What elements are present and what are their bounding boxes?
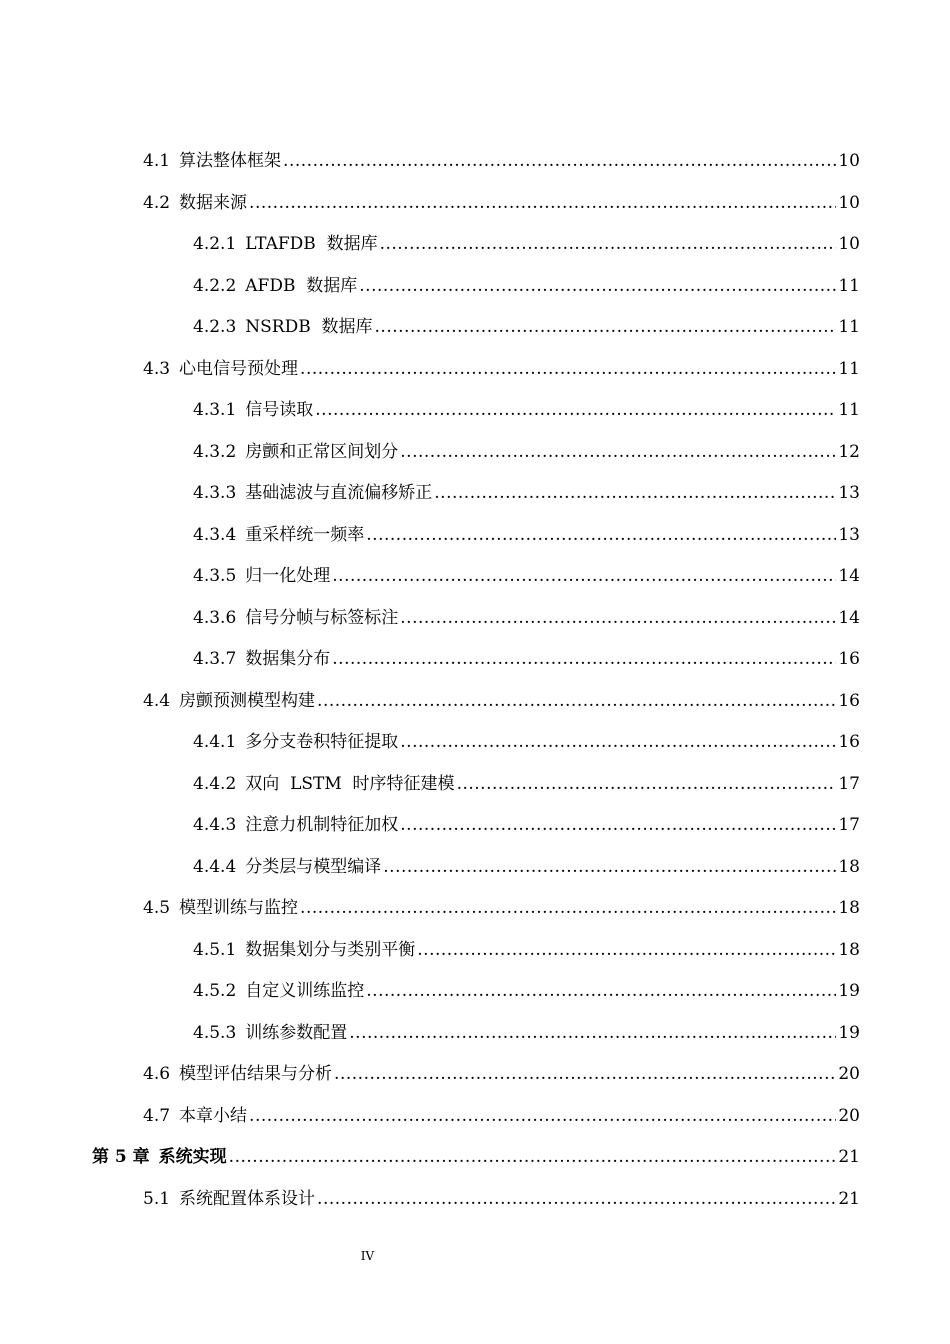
toc-entry-number: 4.2.2 bbox=[193, 276, 237, 296]
toc-entry-number: 4.3.2 bbox=[193, 442, 237, 462]
toc-entry-page: 11 bbox=[838, 400, 860, 420]
toc-entry-number: 4.1 bbox=[143, 151, 171, 171]
toc-entry-title: 重采样统一频率 bbox=[245, 525, 365, 545]
toc-entry-number: 4.4.4 bbox=[193, 857, 237, 877]
toc-entry-number: 4.5.3 bbox=[193, 1023, 237, 1043]
toc-entry-number: 4.3.7 bbox=[193, 649, 237, 669]
toc-entry[interactable] bbox=[92, 1146, 860, 1168]
toc-entry-page: 18 bbox=[838, 940, 860, 960]
toc-entry-page: 21 bbox=[838, 1189, 860, 1209]
toc-entry-title: 注意力机制特征加权 bbox=[245, 815, 399, 835]
toc-entry-title: 信号读取 bbox=[245, 400, 314, 420]
toc-entry-number: 4.3.1 bbox=[193, 400, 237, 420]
toc-dot-leader bbox=[359, 275, 836, 297]
toc-entry-number: 4.5 bbox=[143, 898, 171, 918]
toc-dot-leader bbox=[349, 1022, 836, 1044]
toc-entry-title: LTAFDB 数据库 bbox=[245, 234, 378, 254]
toc-entry-title: 基础滤波与直流偏移矫正 bbox=[245, 483, 433, 503]
toc-entry-page: 18 bbox=[838, 857, 860, 877]
toc-entry-page: 13 bbox=[838, 525, 860, 545]
toc-entry-title: 训练参数配置 bbox=[245, 1023, 348, 1043]
toc-entry[interactable] bbox=[193, 441, 860, 463]
toc-entry-title: 归一化处理 bbox=[245, 566, 331, 586]
toc-dot-leader bbox=[417, 939, 836, 961]
toc-entry-number: 第 5 章 bbox=[92, 1147, 150, 1167]
toc-entry[interactable] bbox=[193, 399, 860, 421]
toc-dot-leader bbox=[317, 690, 836, 712]
toc-entry[interactable] bbox=[193, 565, 860, 587]
toc-entry-page: 20 bbox=[838, 1064, 860, 1084]
toc-entry[interactable] bbox=[193, 233, 860, 255]
toc-entry-number: 4.4.2 bbox=[193, 774, 237, 794]
toc-entry-title: 信号分帧与标签标注 bbox=[245, 608, 399, 628]
toc-entry-page: 10 bbox=[838, 151, 860, 171]
toc-entry-title: 模型评估结果与分析 bbox=[179, 1064, 333, 1084]
toc-entry-title: 数据来源 bbox=[179, 193, 248, 213]
toc-entry-number: 4.3.6 bbox=[193, 608, 237, 628]
toc-entry-title: 双向 LSTM 时序特征建模 bbox=[245, 774, 455, 794]
toc-entry[interactable] bbox=[193, 524, 860, 546]
toc-entry-page: 10 bbox=[838, 193, 860, 213]
toc-entry-title: 心电信号预处理 bbox=[179, 359, 299, 379]
toc-entry-page: 19 bbox=[838, 1023, 860, 1043]
toc-dot-leader bbox=[380, 233, 837, 255]
toc-entry[interactable] bbox=[193, 607, 860, 629]
toc-entry-number: 4.5.1 bbox=[193, 940, 237, 960]
toc-entry-number: 4.4.3 bbox=[193, 815, 237, 835]
toc-dot-leader bbox=[400, 814, 836, 836]
toc-entry[interactable] bbox=[143, 1105, 860, 1127]
toc-entry-number: 4.3.5 bbox=[193, 566, 237, 586]
toc-dot-leader bbox=[249, 192, 836, 214]
toc-entry-number: 4.3.4 bbox=[193, 525, 237, 545]
toc-entry-title: 数据集划分与类别平衡 bbox=[245, 940, 416, 960]
toc-entry-page: 11 bbox=[838, 317, 860, 337]
toc-entry[interactable] bbox=[193, 482, 860, 504]
toc-entry-number: 4.3 bbox=[143, 359, 171, 379]
toc-dot-leader bbox=[315, 399, 836, 421]
toc-entry-number: 5.1 bbox=[143, 1189, 171, 1209]
toc-entry-title: AFDB 数据库 bbox=[245, 276, 358, 296]
toc-entry-page: 21 bbox=[838, 1147, 860, 1167]
toc-entry[interactable] bbox=[193, 731, 860, 753]
toc-dot-leader bbox=[400, 731, 836, 753]
toc-dot-leader bbox=[332, 565, 836, 587]
toc-dot-leader bbox=[317, 1188, 836, 1210]
toc-entry-title: 数据集分布 bbox=[245, 649, 331, 669]
toc-entry[interactable] bbox=[143, 1188, 860, 1210]
toc-entry-title: 系统实现 bbox=[158, 1147, 227, 1167]
toc-entry[interactable] bbox=[193, 316, 860, 338]
toc-entry[interactable] bbox=[143, 192, 860, 214]
toc-dot-leader bbox=[400, 441, 836, 463]
toc-entry-title: 模型训练与监控 bbox=[179, 898, 299, 918]
toc-entry-title: 算法整体框架 bbox=[179, 151, 282, 171]
toc-entry-number: 4.2.3 bbox=[193, 317, 237, 337]
toc-entry-number: 4.6 bbox=[143, 1064, 171, 1084]
toc-entry-title: 系统配置体系设计 bbox=[179, 1189, 316, 1209]
toc-entry-page: 14 bbox=[838, 566, 860, 586]
toc-entry-number: 4.2 bbox=[143, 193, 171, 213]
toc-entry[interactable] bbox=[193, 980, 860, 1002]
toc-entry-number: 4.7 bbox=[143, 1106, 171, 1126]
toc-dot-leader bbox=[434, 482, 836, 504]
toc-entry-number: 4.4 bbox=[143, 691, 171, 711]
toc-entry-page: 14 bbox=[838, 608, 860, 628]
toc-dot-leader bbox=[249, 1105, 836, 1127]
toc-entry-title: 多分支卷积特征提取 bbox=[245, 732, 399, 752]
toc-entry-number: 4.5.2 bbox=[193, 981, 237, 1001]
toc-entry[interactable] bbox=[193, 275, 860, 297]
toc-entry-page: 10 bbox=[838, 234, 860, 254]
toc-entry-page: 17 bbox=[838, 774, 860, 794]
toc-entry-page: 16 bbox=[838, 691, 860, 711]
toc-dot-leader bbox=[283, 150, 836, 172]
toc-entry[interactable] bbox=[143, 897, 860, 919]
toc-entry-number: 4.4.1 bbox=[193, 732, 237, 752]
toc-entry-title: 本章小结 bbox=[179, 1106, 248, 1126]
toc-entry-title: 房颤和正常区间划分 bbox=[245, 442, 399, 462]
toc-entry-page: 12 bbox=[838, 442, 860, 462]
toc-dot-leader bbox=[366, 524, 836, 546]
toc-entry-page: 19 bbox=[838, 981, 860, 1001]
toc-entry-page: 11 bbox=[838, 276, 860, 296]
toc-dot-leader bbox=[229, 1146, 837, 1168]
toc-entry-page: 16 bbox=[838, 732, 860, 752]
toc-entry-title: NSRDB 数据库 bbox=[245, 317, 373, 337]
toc-dot-leader bbox=[300, 358, 836, 380]
toc-entry[interactable] bbox=[193, 814, 860, 836]
toc-dot-leader bbox=[334, 1063, 836, 1085]
toc-entry-title: 自定义训练监控 bbox=[245, 981, 365, 1001]
toc-entry[interactable] bbox=[143, 150, 860, 172]
toc-entry-page: 20 bbox=[838, 1106, 860, 1126]
toc-dot-leader bbox=[375, 316, 837, 338]
toc-entry[interactable] bbox=[143, 690, 860, 712]
toc-entry[interactable] bbox=[193, 856, 860, 878]
toc-dot-leader bbox=[332, 648, 836, 670]
page-number: IV bbox=[360, 1249, 375, 1263]
toc-entry-page: 18 bbox=[838, 898, 860, 918]
toc-entry-page: 11 bbox=[838, 359, 860, 379]
toc-entry[interactable] bbox=[143, 358, 860, 380]
toc-entry-page: 17 bbox=[838, 815, 860, 835]
toc-entry[interactable] bbox=[143, 1063, 860, 1085]
toc-dot-leader bbox=[383, 856, 836, 878]
toc-dot-leader bbox=[300, 897, 836, 919]
toc-entry[interactable] bbox=[193, 939, 860, 961]
toc-entry-title: 分类层与模型编译 bbox=[245, 857, 382, 877]
toc-entry-title: 房颤预测模型构建 bbox=[179, 691, 316, 711]
toc-entry-page: 13 bbox=[838, 483, 860, 503]
toc-entry[interactable] bbox=[193, 773, 860, 795]
toc-dot-leader bbox=[400, 607, 836, 629]
toc-entry[interactable] bbox=[193, 648, 860, 670]
toc-dot-leader bbox=[366, 980, 836, 1002]
toc-entry-number: 4.3.3 bbox=[193, 483, 237, 503]
toc-entry[interactable] bbox=[193, 1022, 860, 1044]
toc-dot-leader bbox=[457, 773, 837, 795]
toc-entry-page: 16 bbox=[838, 649, 860, 669]
toc-entry-number: 4.2.1 bbox=[193, 234, 237, 254]
